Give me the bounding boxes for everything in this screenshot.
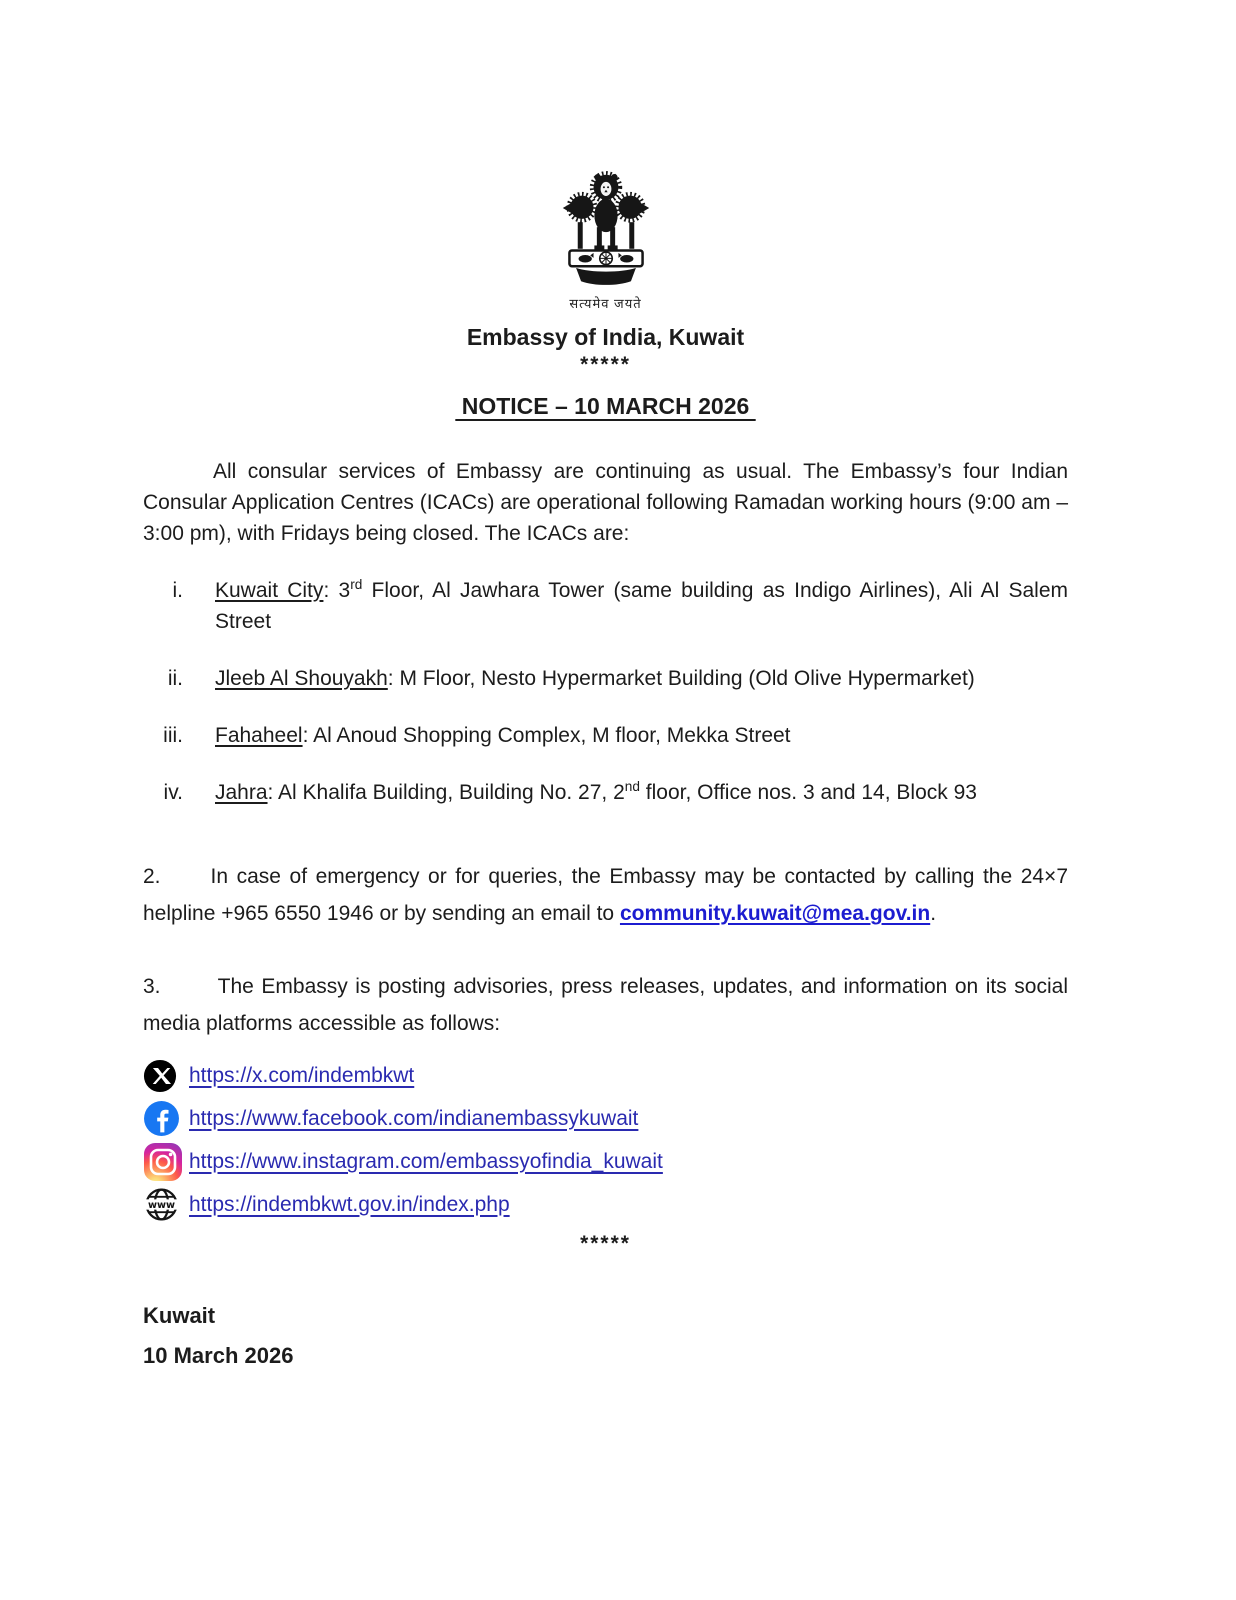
list-item-text: Jleeb Al Shouyakh: M Floor, Nesto Hypermarket Building (Old Olive Hypermarket) bbox=[215, 667, 975, 690]
social-row-website bbox=[143, 1183, 1068, 1226]
list-item-jleeb bbox=[143, 663, 1068, 694]
www-label: www bbox=[147, 1200, 176, 1212]
social-row-instagram bbox=[143, 1140, 1068, 1183]
list-numeral: iii. bbox=[163, 724, 183, 747]
page-title: Embassy of India, Kuwait bbox=[466, 324, 745, 350]
notice-heading-text: NOTICE – 10 MARCH 2026 bbox=[455, 393, 756, 419]
instagram-icon bbox=[143, 1142, 189, 1182]
list-item-kuwait-city bbox=[143, 575, 1068, 637]
notice-heading bbox=[143, 393, 1068, 420]
signature-place: Kuwait bbox=[143, 1303, 216, 1328]
social-links bbox=[143, 1054, 1068, 1226]
list-numeral: i. bbox=[172, 579, 183, 602]
signature-block bbox=[143, 1296, 1068, 1376]
paragraph-number: 3. bbox=[143, 975, 161, 998]
facebook-link[interactable]: https://www.facebook.com/indianembassykuwait bbox=[189, 1106, 639, 1130]
emblem-of-india bbox=[143, 0, 1068, 312]
emblem-motto: सत्यमेव जयते bbox=[569, 296, 642, 311]
paragraph-intro: All consular services of Embassy are continuing as usual. The Embassy’s four Indian Consular Application Centres (ICACs) are operational following Ramadan working hours (9:00 am – 3:00 pm), with Fridays being closed. The ICACs are: bbox=[143, 460, 1068, 545]
signature-date: 10 March 2026 bbox=[143, 1343, 294, 1368]
social-row-facebook bbox=[143, 1097, 1068, 1140]
list-numeral: iv. bbox=[163, 781, 183, 804]
x-link[interactable]: https://x.com/indembkwt bbox=[189, 1063, 415, 1087]
social-row-x bbox=[143, 1054, 1068, 1097]
x-icon bbox=[143, 1059, 189, 1093]
list-numeral: ii. bbox=[167, 667, 183, 690]
paragraph-emergency: 2. In case of emergency or for queries, the Embassy may be contacted by calling the 24×7 helpline +965 6550 1946 or by sending an email to community.kuwait@mea.gov.in. bbox=[143, 865, 1068, 925]
list-item-text: Jahra: Al Khalifa Building, Building No. 27, 2nd floor, Office nos. 3 and 14, Block 93 bbox=[215, 779, 977, 804]
lion-capital-icon bbox=[556, 164, 656, 292]
list-item-jahra bbox=[143, 777, 1068, 808]
list-item-text: Kuwait City: 3rd Floor, Al Jawhara Tower (same building as Indigo Airlines), Ali Al Salem Street bbox=[215, 577, 1069, 633]
website-link[interactable]: https://indembkwt.gov.in/index.php bbox=[189, 1192, 510, 1216]
separator-stars-top: ***** bbox=[580, 353, 631, 376]
instagram-link[interactable]: https://www.instagram.com/embassyofindia_kuwait bbox=[189, 1149, 663, 1173]
paragraph-social-media: 3. The Embassy is posting advisories, press releases, updates, and information on its social media platforms accessible as follows: bbox=[143, 975, 1068, 1035]
list-item-fahaheel bbox=[143, 720, 1068, 751]
globe-www-icon bbox=[143, 1186, 189, 1223]
separator-stars-bottom: ***** bbox=[580, 1232, 631, 1255]
paragraph-number: 2. bbox=[143, 865, 161, 888]
list-item-text: Fahaheel: Al Anoud Shopping Complex, M floor, Mekka Street bbox=[215, 724, 791, 747]
email-link[interactable]: community.kuwait@mea.gov.in bbox=[619, 902, 931, 925]
facebook-icon bbox=[143, 1100, 189, 1137]
icac-location-list bbox=[143, 575, 1068, 808]
